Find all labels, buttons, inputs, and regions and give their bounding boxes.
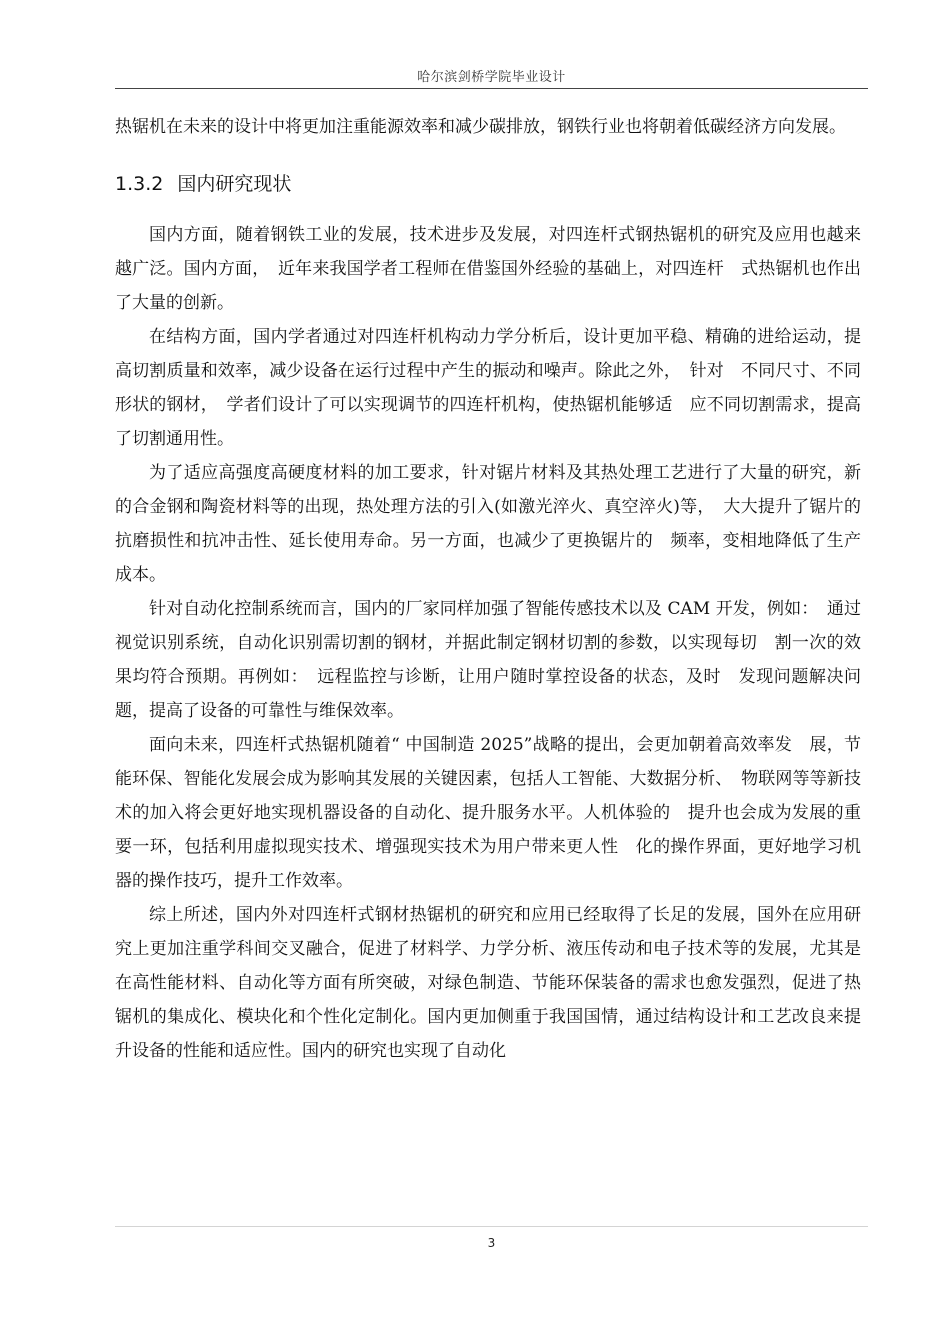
paragraph: 在结构方面，国内学者通过对四连杆机构动力学分析后，设计更加平稳、精确的进给运动，提高切割质量和效率，减少设备在运行过程中产生的振动和噪声。除此之外， 针对 不同尺寸、不同形状的钢材， 学者们设计了可以实现调节的四连杆机构，使热锯机能够适 应不同切割需求，提高了切割通用性。 [115,327,861,449]
footer-rule [115,1226,868,1227]
paragraph: 针对自动化控制系统而言，国内的厂家同样加强了智能传感技术以及 CAM 开发，例如： 通过视觉识别系统，自动化识别需切割的钢材，并据此制定钢材切割的参数，以实现每切 割一次的效果均符合预期。再例如： 远程监控与诊断，让用户随时掌控设备的状态，及时 发现问题解决问题，提高了设备的可靠性与维保效率。 [115,599,861,721]
paragraph: 面向未来，四连杆式热锯机随着“ 中国制造 2025”战略的提出，会更加朝着高效率发 展，节能环保、智能化发展会成为影响其发展的关键因素，包括人工智能、大数据分析、 物联网等等新技术的加入将会更好地实现机器设备的自动化、提升服务水平。人机体验的 提升也会成为发展的重要一环，包括利用虚拟现实技术、增强现实技术为用户带来更人性 化的操作界面，更好地学习机器的操作技巧，提升工作效率。 [115,735,861,891]
paragraph: 综上所述，国内外对四连杆式钢材热锯机的研究和应用已经取得了长足的发展，国外在应用研究上更加注重学科间交叉融合，促进了材料学、力学分析、液压传动和电子技术等的发展，尤其是在高性能材料、自动化等方面有所突破，对绿色制造、节能环保装备的需求也愈发强烈，促进了热锯机的集成化、模块化和个性化定制化。国内更加侧重于我国国情，通过结构设计和工艺改良来提升设备的性能和适应性。国内的研究也实现了自动化 [115,905,861,1061]
section-number: 1.3.2 [115,173,164,195]
section-title: 国内研究现状 [177,173,292,195]
header-rule [115,88,868,89]
paragraph: 为了适应高强度高硬度材料的加工要求，针对锯片材料及其热处理工艺进行了大量的研究，新的合金钢和陶瓷材料等的出现，热处理方法的引入(如激光淬火、真空淬火)等， 大大提升了锯片的抗磨损性和抗冲击性、延长使用寿命。另一方面，也减少了更换锯片的 频率，变相地降低了生产成本。 [115,463,861,585]
page-body [115,110,861,1068]
paragraph: 国内方面，随着钢铁工业的发展，技术进步及发展，对四连杆式钢热锯机的研究及应用也越来越广泛。国内方面， 近年来我国学者工程师在借鉴国外经验的基础上，对四连杆 式热锯机也作出了大量的创新。 [115,225,861,313]
page-number: 3 [487,1236,496,1250]
section-heading [115,164,861,204]
page-header: 哈尔滨剑桥学院毕业设计 [417,70,566,85]
continuation-paragraph: 热锯机在未来的设计中将更加注重能源效率和减少碳排放，钢铁行业也将朝着低碳经济方向发展。 [115,117,846,137]
